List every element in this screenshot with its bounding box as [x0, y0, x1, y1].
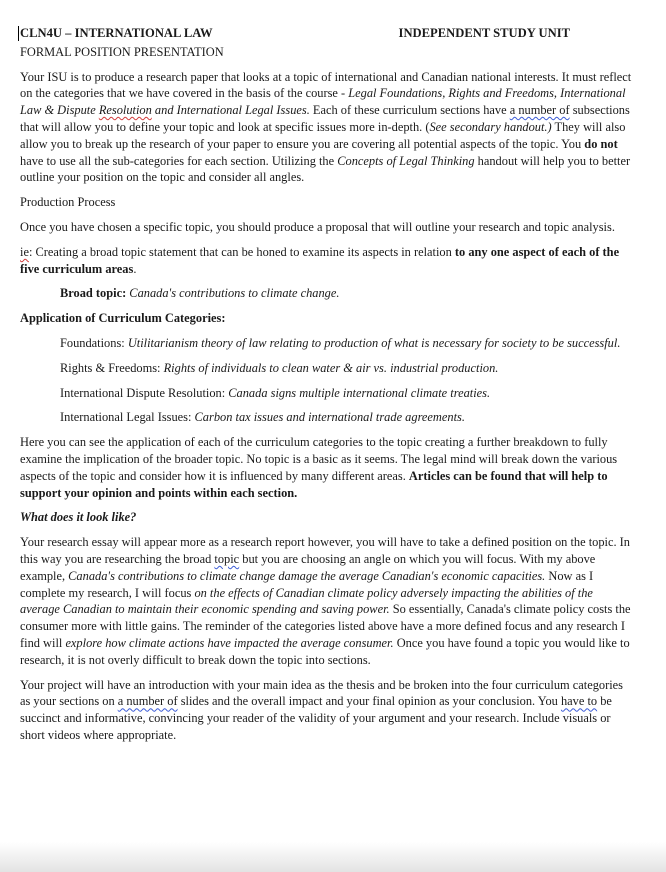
unit-title: INDEPENDENT STUDY UNIT [398, 26, 570, 40]
look-paragraph: Your research essay will appear more as a research report however, you will have to take a defined position on the topic. In this way you are researching the broad topic but you are choosing an angle on which you will focus. With my above example, Canada's contributions to climate change damage the average Canadian's economic capacities. Now as I complete my research, I will focus on the effects of Canadian climate policy adversely impacting the abilities of the average Canadian to maintain their economic spending and saving power. So essentially, Canada's climate policy costs the consumer more with little gains. The reminder of the categories listed above have a more defined focus and any research I find will explore how climate actions have impacted the average consumer. Once you have found a topic you would like to research, it is not overly difficult to break down the topic into sections. [20, 535, 631, 667]
course-code-title: CLN4U – INTERNATIONAL LAW [20, 26, 213, 40]
document-page[interactable] [20, 25, 632, 744]
page-bottom-shadow [0, 842, 666, 872]
look-heading: What does it look like? [20, 510, 137, 525]
category-rights-freedoms: Rights & Freedoms: Rights of individuals to clean water & air vs. industrial production. [60, 360, 499, 375]
production-heading: Production Process [20, 195, 116, 210]
spelling-flag: Resolution [98, 103, 152, 118]
grammar-flag: a number of [117, 694, 178, 709]
text-cursor [18, 26, 19, 41]
intro-paragraph: Your ISU is to produce a research paper that looks at a topic of international and Canadian national interests. It must reflect on the categories that we have covered in the basis of the course - Legal Foundations, Rights and Freedoms, International Law & Dispute Resolution and International Legal Issues. Each of these curriculum sections have a number of subsections that will allow you to define your topic and look at specific issues more in-depth. (See secondary handout.) They will also allow you to break up the research of your paper to ensure you are covering all potential aspects of the topic. You do not have to use all the sub-categories for each section. Utilizing the Concepts of Legal Thinking handout will help you to better outline your position on the topic and consider all angles. [20, 69, 632, 185]
category-foundations: Foundations: Utilitarianism theory of law relating to production of what is necessary for society to be successful. [60, 335, 621, 350]
spelling-flag: ie [20, 244, 29, 259]
production-paragraph: Once you have chosen a specific topic, you should produce a proposal that will outline your research and topic analysis. [20, 219, 615, 234]
grammar-flag: have to [560, 694, 598, 709]
category-legal-issues: International Legal Issues: Carbon tax issues and international trade agreements. [60, 410, 465, 425]
broad-topic: Broad topic: Canada's contributions to climate change. [60, 286, 340, 301]
document-subtitle: FORMAL POSITION PRESENTATION [20, 44, 224, 59]
application-heading: Application of Curriculum Categories: [20, 311, 226, 326]
document-header [20, 25, 632, 42]
grammar-flag: topic [214, 551, 240, 566]
category-dispute-resolution: International Dispute Resolution: Canada signs multiple international climate treaties. [60, 385, 491, 400]
project-paragraph: Your project will have an introduction with your main idea as the thesis and be broken into the four curriculum categories as your sections on a number of slides and the overall impact and your final opinion as your conclusion. You have to be succinct and informative, convincing your reader of the validity of your argument and your research. Include visuals or short videos where appropriate. [20, 677, 623, 742]
breakdown-paragraph: Here you can see the application of each of the curriculum categories to the topic creating a further breakdown to fully examine the implication of the broader topic. No topic is a basic as it seems. The legal mind will break down the various aspects of the topic and consider how it is influenced by many different areas. Articles can be found that will help to support your opinion and points within each section. [20, 435, 618, 500]
grammar-flag: a number of [509, 103, 570, 118]
example-paragraph: ie: Creating a broad topic statement that can be honed to examine its aspects in relation to any one aspect of each of the five curriculum areas. [20, 244, 620, 276]
